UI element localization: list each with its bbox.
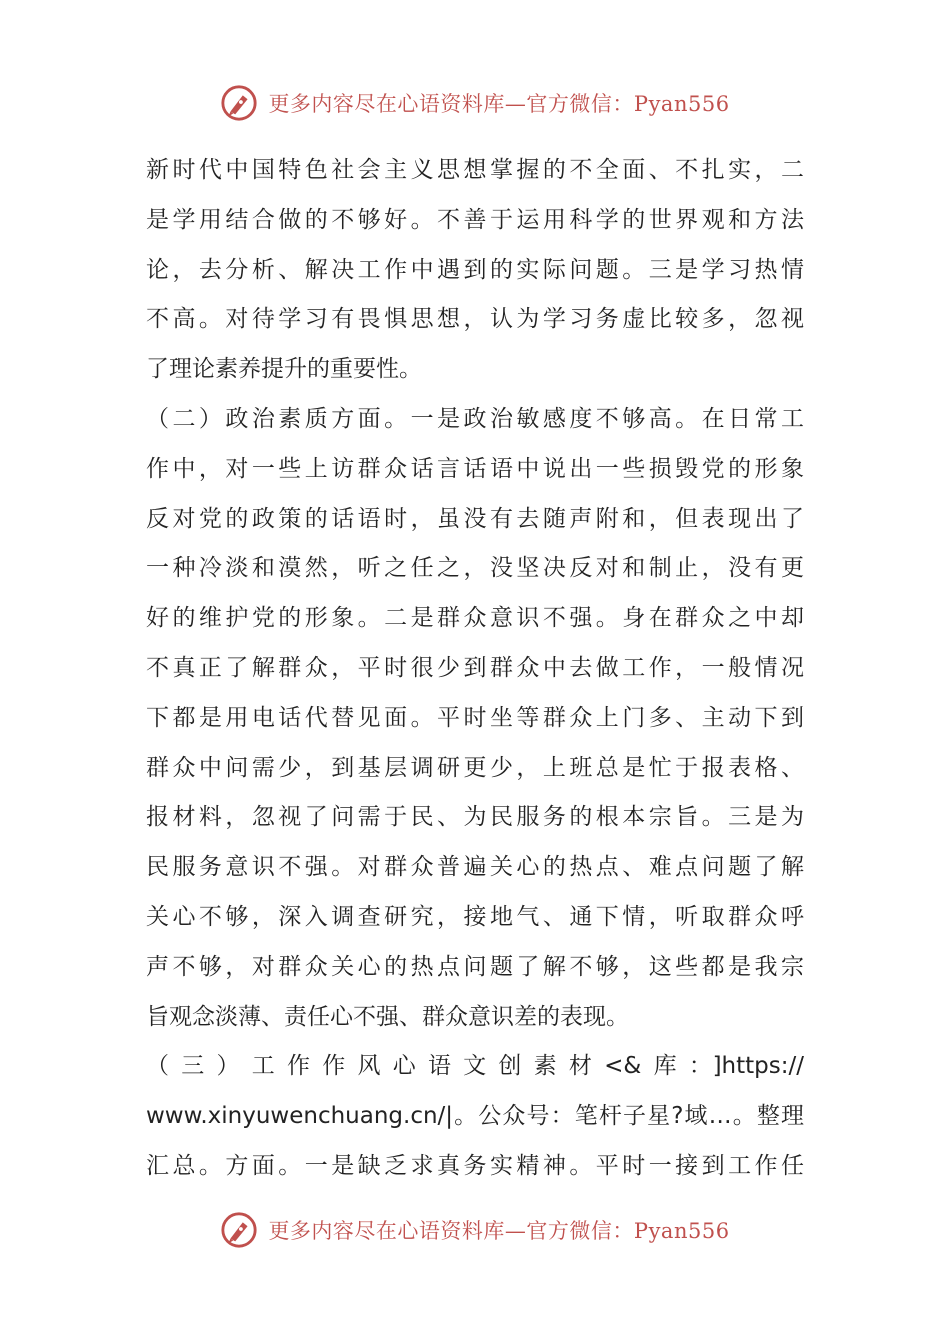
text-line: （三）工作作风心语文创素材<&库：]https://	[146, 1053, 804, 1080]
watermark-text: 更多内容尽在心语资料库—官方微信：Pyan556	[268, 1219, 730, 1243]
text-line: 民服务意识不强。对群众普遍关心的热点、难点问题了解	[146, 854, 804, 881]
text-line: 汇总。方面。一是缺乏求真务实精神。平时一接到工作任	[146, 1152, 804, 1179]
text-line: 声不够，对群众关心的热点问题了解不够，这些都是我宗	[146, 953, 804, 980]
text-line: 论，去分析、解决工作中遇到的实际问题。三是学习热情	[146, 256, 804, 283]
text-line: www.xinyuwenchuang.cn/|。公众号：笔杆子星?域…。整理	[146, 1103, 804, 1130]
watermark-footer	[0, 1208, 950, 1252]
watermark-text: 更多内容尽在心语资料库—官方微信：Pyan556	[268, 92, 730, 116]
document-body	[146, 146, 804, 1192]
text-line: 旨观念淡薄、责任心不强、群众意识差的表现。	[146, 1003, 629, 1030]
watermark-header	[0, 81, 950, 125]
text-line: 反对党的政策的话语时，虽没有去随声附和，但表现出了	[146, 505, 804, 532]
text-line: 一种冷淡和漠然，听之任之，没坚决反对和制止，没有更	[146, 555, 804, 582]
pen-nib-icon	[220, 84, 258, 122]
text-line: 群众中问需少，到基层调研更少，上班总是忙于报表格、	[146, 754, 804, 781]
text-line: 下都是用电话代替见面。平时坐等群众上门多、主动下到	[146, 704, 804, 731]
text-line: 作中，对一些上访群众话言话语中说出一些损毁党的形象	[146, 455, 804, 482]
text-line: （二）政治素质方面。一是政治敏感度不够高。在日常工	[146, 405, 804, 432]
text-line: 报材料，忽视了问需于民、为民服务的根本宗旨。三是为	[146, 804, 804, 831]
text-line: 不真正了解群众，平时很少到群众中去做工作，一般情况	[146, 654, 804, 681]
pen-nib-icon	[220, 1211, 258, 1249]
text-line: 是学用结合做的不够好。不善于运用科学的世界观和方法	[146, 206, 804, 233]
text-line: 了理论素养提升的重要性。	[146, 356, 422, 383]
text-line: 新时代中国特色社会主义思想掌握的不全面、不扎实，二	[146, 157, 804, 183]
text-line: 关心不够，深入调查研究，接地气、通下情，听取群众呼	[146, 903, 804, 930]
text-line: 好的维护党的形象。二是群众意识不强。身在群众之中却	[146, 605, 804, 632]
text-line: 不高。对待学习有畏惧思想，认为学习务虚比较多，忽视	[146, 306, 804, 333]
